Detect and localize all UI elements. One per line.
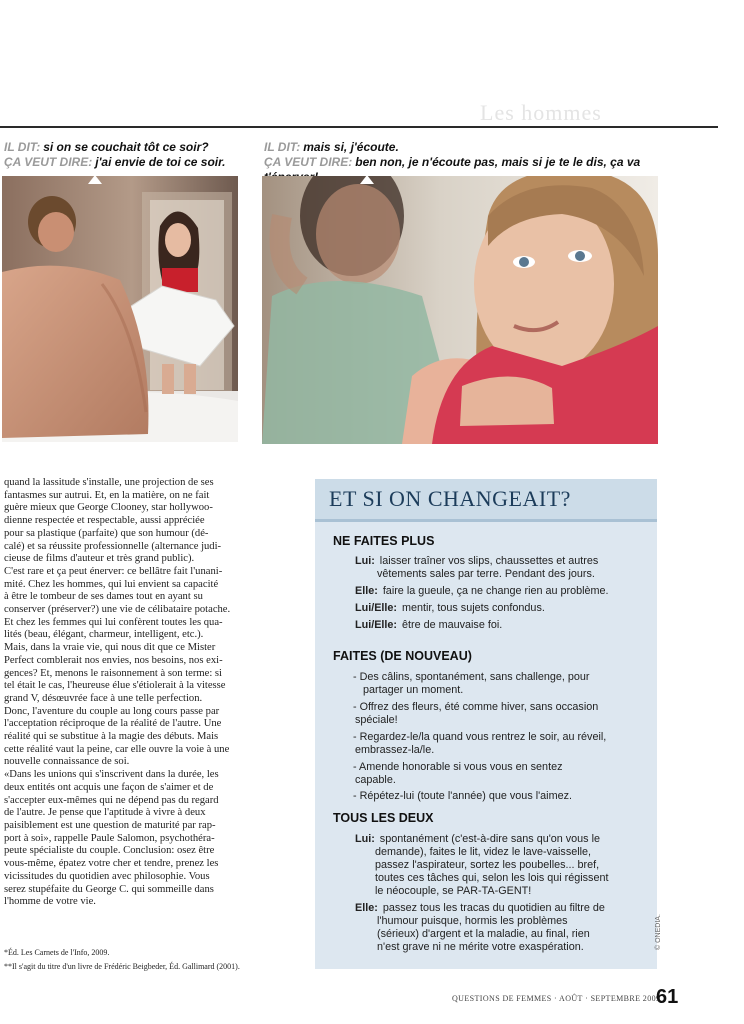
article-line: Et chez les femmes qui lui confèrent toutes les qua- (4, 616, 223, 628)
photo-credit: © ONEDIA. (655, 914, 662, 950)
tip-text: passez tous les tracas du quotidien au filtre de (382, 902, 605, 914)
footnote-1: *Éd. Les Carnets de l'Info, 2009. (4, 948, 110, 957)
tip-text: (sérieux) d'argent et la maladie, au final, rien (377, 928, 590, 940)
tip-line: - Regardez-le/la quand vous rentrez le soir, au réveil, (353, 731, 607, 743)
caption-key: ÇA VEUT DIRE: (264, 155, 353, 169)
header-rule (0, 126, 718, 128)
caption-value: si on se couchait tôt ce soir? (43, 140, 209, 154)
couple-photo (262, 176, 658, 444)
tip-who: Lui/Elle: (355, 619, 397, 631)
tip-line: partager un moment. (363, 684, 464, 696)
article-line: pour sa plastique (parfaite) que son humour (dé- (4, 527, 209, 539)
article-line: fantasmes sur autrui. Et, en la matière, on ne fait (4, 489, 210, 501)
tip-text: n'est grave ni ne mérite votre exaspération. (377, 941, 584, 953)
speech-notch (360, 176, 374, 184)
caption-key: IL DIT: (264, 140, 301, 154)
article-line: calé) et sa réussite professionnelle (alternance judi- (4, 540, 222, 552)
tip-row (355, 555, 641, 568)
article-line: conserver (préserver?) une vie de célibataire potache. (4, 604, 231, 616)
tip-row (377, 568, 663, 581)
article-line: paisiblement est une question de maturité par rap- (4, 819, 216, 831)
tip-row (375, 885, 661, 898)
article-line: à être le tombeur de ses dames tout en ayant su (4, 591, 203, 603)
tip-row (355, 619, 641, 632)
tip-text: spontanément (c'est-à-dire sans qu'on vous le (379, 833, 600, 845)
couple-illustration (262, 176, 658, 444)
tip-row (377, 915, 663, 928)
tip-text: faire la gueule, ça ne change rien au problème. (382, 585, 609, 597)
article-line: dienne respectée et respectable, aussi appréciée (4, 515, 205, 527)
article-line: C'est rare et ça peut énerver: ce bellâtre fait l'unani- (4, 565, 223, 577)
tip-who: Elle: (355, 902, 378, 914)
section-heading-ne-faites-plus: NE FAITES PLUS (333, 534, 435, 548)
tip-text: toutes ces tâches qui, selon les lois qui régissent (375, 872, 609, 884)
caption-value: ben non, je n'écoute pas, mais si je te le dis, ça va (355, 155, 641, 169)
article-line: «Dans les unions qui s'inscrivent dans la durée, les (4, 769, 219, 781)
tip-text: demande), faites le lit, videz le lave-vaisselle, (375, 846, 592, 858)
tip-text: mentir, tous sujets confondus. (402, 602, 545, 614)
tip-line: capable. (355, 774, 396, 786)
tip-row (375, 859, 661, 872)
page-number: 61 (656, 986, 679, 1008)
caption-value: j'ai envie de toi ce soir. (95, 155, 226, 169)
tip-line: - Des câlins, spontanément, sans challenge, pour (353, 671, 590, 683)
tip-line: embrassez-la/le. (355, 744, 435, 756)
article-line: l'acceptation réciproque de la réalité de l'autre. Une (4, 718, 222, 730)
caption-key: IL DIT: (4, 140, 41, 154)
tip-row (355, 902, 641, 915)
article-line: quand la lassitude s'installe, une projection de ses (4, 477, 214, 488)
article-line: peute spécialiste du couple. Conclusion: osez être (4, 845, 215, 857)
tip-text: vêtements sales par terre. Pendant des jours. (377, 568, 595, 580)
box-title: ET SI ON CHANGEAIT? (315, 479, 657, 519)
article-line: lités (beau, élégant, charmeur, intelligent, etc.). (4, 629, 204, 641)
article-line: Perfect comblerait nos envies, nos besoins, nos exi- (4, 654, 223, 666)
tip-text: laisser traîner vos slips, chaussettes et autres (379, 555, 599, 567)
tip-text: être de mauvaise foi. (402, 619, 503, 631)
section-heading-faites: FAITES (DE NOUVEAU) (333, 649, 472, 663)
article-line: gences? Et, menons le raisonnement à son terme: si (4, 667, 222, 679)
tip-row (355, 585, 641, 598)
tip-line: - Offrez des fleurs, été comme hiver, sans occasion (353, 701, 599, 713)
article-line: vicissitudes du quotidien avec philosophie. Vous (4, 870, 210, 882)
caption-left (4, 140, 254, 170)
box-title-rule (315, 519, 657, 522)
tip-text: l'humour puisque, hormis les problèmes (377, 915, 568, 927)
caption-key: ÇA VEUT DIRE: (4, 155, 93, 169)
article-line: nouvelle connaissance de soi. (4, 756, 130, 768)
tip-row (377, 928, 663, 941)
article-line: Mais, dans la vraie vie, qui nous dit que ce Mister (4, 642, 216, 654)
article-line: port à soi», rappelle Paule Salomon, psychothéra- (4, 832, 215, 844)
article-line: mité. Chez les hommes, qui lui envient sa capacité (4, 578, 219, 590)
speech-notch (88, 176, 102, 184)
tip-who: Elle: (355, 585, 378, 597)
tip-row (375, 872, 661, 885)
caption-value: mais si, j'écoute. (303, 140, 399, 154)
section-heading-tous-les-deux: TOUS LES DEUX (333, 811, 434, 825)
article-line: l'homme de votre vie. (4, 896, 96, 908)
tip-row (355, 602, 641, 615)
article-line: cette réalité vaut la peine, car elle ouvre la voie à une (4, 743, 230, 755)
tip-line: - Répétez-lui (toute l'année) que vous l'aimez. (353, 790, 572, 802)
article-line: Donc, l'aventure du couple au long cours passe par (4, 705, 220, 717)
tip-line: spéciale! (355, 714, 398, 726)
article-line: grand V, désœuvrée face à une telle perfection. (4, 692, 203, 704)
article-line: deux entités ont acquis une façon de s'aimer et de (4, 781, 214, 793)
article-line: s'accepter eux-mêmes qui ne dépend pas du regard (4, 794, 219, 806)
tip-who: Lui/Elle: (355, 602, 397, 614)
magazine-folio: QUESTIONS DE FEMMES · AOÛT · SEPTEMBRE 2009 (452, 994, 661, 1003)
tip-row (377, 941, 663, 954)
tip-line: - Amende honorable si vous vous en sentez (353, 761, 563, 773)
bedroom-illustration (2, 176, 238, 442)
article-line: tel était le cas, l'heureuse élue s'étiolerait à la vitesse (4, 680, 226, 692)
tip-who: Lui: (355, 555, 375, 567)
tip-row (355, 833, 641, 846)
faded-header-text: Les hommes (480, 100, 602, 125)
tip-text: le néocouple, se PAR-TA-GENT! (375, 885, 532, 897)
tips-box (315, 479, 657, 969)
bedroom-photo (2, 176, 238, 442)
tip-who: Lui: (355, 833, 375, 845)
article-line: cieuse de films d'auteur et très grand public). (4, 553, 195, 565)
article-line: serez stupéfaite du George C. qui sommeille dans (4, 883, 214, 895)
article-line: de l'autre. Je pense que l'aptitude à vivre à deux (4, 807, 206, 819)
article-line: réalité qui se substitue à la magie des débuts. Mais (4, 731, 219, 743)
article-line: vous-même, épatez votre cher et tendre, prenez les (4, 858, 219, 870)
footnote-2: **Il s'agit du titre d'un livre de Frédéric Beigbeder, Éd. Gallimard (2001). (4, 962, 240, 971)
tip-text: passez l'aspirateur, sortez les poubelles... bref, (375, 859, 600, 871)
tip-row (375, 846, 661, 859)
article-line: guère mieux que George Clooney, star hollywoo- (4, 502, 213, 514)
article-body (4, 477, 267, 909)
